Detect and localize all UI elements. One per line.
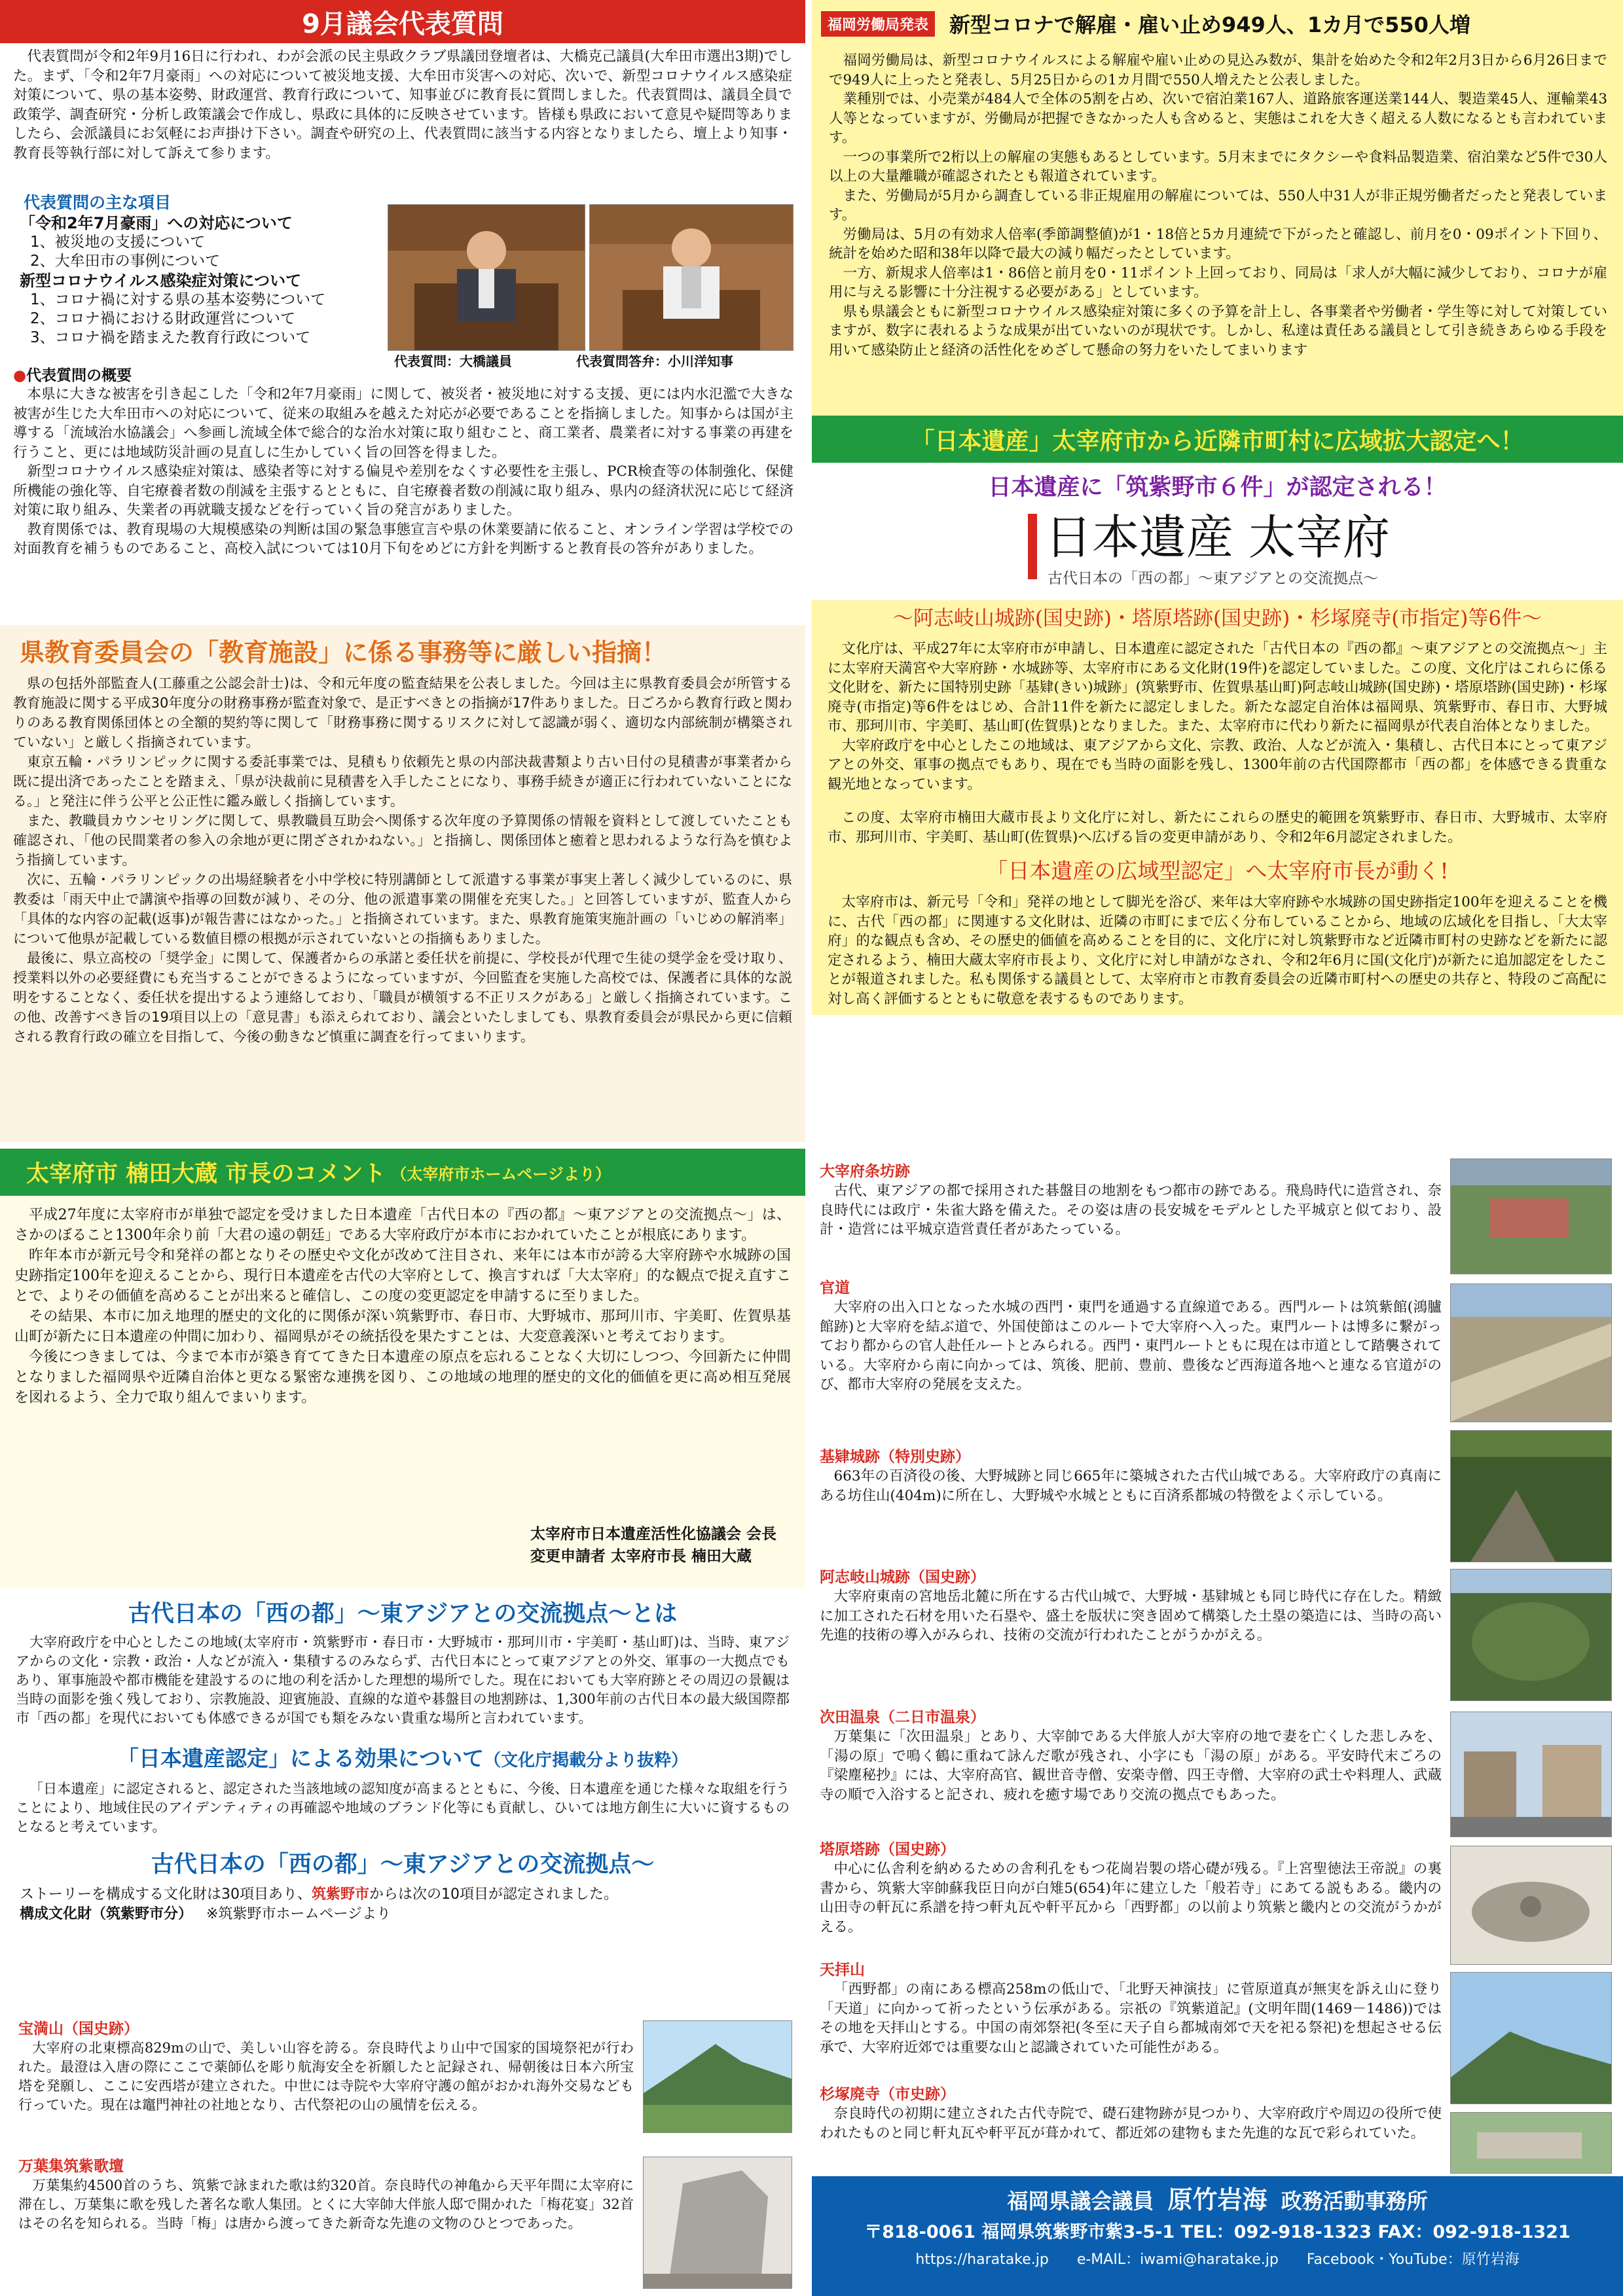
- effect-title-note: （文化庁掲載分より抜粋）: [484, 1751, 689, 1770]
- photo-caption-1: 代表質問：大橋議員: [394, 353, 512, 369]
- podium-photo-graphic: [590, 205, 793, 350]
- mayor-comment-paragraph: 昨年本市が新元号令和発祥の都となりその歴史や文化が改めて注目され、来年には本市が誇る大宰府跡や水城跡の国史跡指定100年を迎えることから、現行日本遺産を古代の大宰府として、換言すれば「大太宰府」的な観点で捉え直すことで、よりその価値を高めることが出来ると確信し、この度の変更認定を申請するに至りました。: [14, 1247, 791, 1304]
- labor-bureau-section: [812, 0, 1623, 416]
- futsukaichi-onsen-photo: [1450, 1712, 1612, 1837]
- constituent-name: 宝満山（国史跡）: [18, 2020, 139, 2037]
- labor-paragraph: 一つの事業所で2桁以上の解雇の実態もあるとしています。5月末までにタクシーや食料品製造業、宿泊業など5件で30人以上の大量離職が確認されたとも報道されています。: [829, 149, 1607, 185]
- cultural-asset-name: 塔原塔跡（国史跡）: [820, 1841, 955, 1858]
- mayor-comment-paragraph: その結果、本市に加え地理的歴史的文化的に関係が深い筑紫野市、春日市、大野城市、那珂川市、宇美町、佐賀県基山町が新たに日本遺産の仲間に加わり、福岡県がその統括役を果たすことは、大変意義深いと考えております。: [14, 1308, 791, 1345]
- labor-tag: 福岡労働局発表: [821, 11, 935, 37]
- story-text: ストーリーを構成する文化財は30項目あり、筑紫野市からは次の10項目が認定されました。 構成文化財（筑紫野市分） ※筑紫野市ホームページより: [0, 1881, 805, 1924]
- question-item: 2、コロナ禍における財政運営について: [30, 310, 296, 327]
- effect-title-row: [0, 1742, 805, 1777]
- signature-line-1: 太宰府市日本遺産活性化協議会 会長: [530, 1525, 776, 1543]
- mayor-comment-title-bar: [0, 1149, 805, 1196]
- story-highlight: 筑紫野市: [312, 1886, 370, 1903]
- footer-contact-row: [812, 2247, 1623, 2273]
- office-footer: [812, 2176, 1623, 2296]
- story-title: 古代日本の「西の都」～東アジアとの交流拠点～: [151, 1851, 655, 1878]
- question-items-list: [13, 213, 380, 348]
- homan-mountain-photo: [643, 2020, 792, 2133]
- footer-name: 原竹岩海: [1167, 2185, 1267, 2214]
- labor-paragraph: 福岡労働局は、新型コロナウイルスによる解雇や雇い止めの見込み数が、集計を始めた令和2年2月3日から6月26日までで949人に上ったと発表し、5月25日からの1カ月間で550人増えたと公表しました。: [829, 52, 1607, 88]
- mountain-photo-graphic: [644, 2021, 792, 2132]
- stone-ruins-graphic: [1451, 2113, 1611, 2173]
- heritage-body: [812, 637, 1623, 1015]
- speaker-photo-ohashi: [388, 204, 585, 351]
- heritage-paragraph: 太宰府市は、新元号「令和」発祥の地として脚光を浴び、来年は大宰府跡や水城跡の国史跡指定100年を迎えることを機に、古代「西の都」に関連する文化財は、近隣の市町にまで広く分布していることから、地域の広域化を目指し、「大太宰府」的な観点も含め、その歴史的価値を高めることを目的に、文化庁に対し筑紫野市など近隣市町村の史跡などを新たに認定されるよう、楠田大蔵太宰府市長より、文化庁に対し申請がなされ、令和2年6月に国(文化庁)が新たに追加認定をしたことが報道されました。私も関係する議員として、太宰府市と市教育委員会の近隣市町村への歴史の共存と、特段のご高配に対し高く評価するとともに敬意を表するものであります。: [828, 894, 1607, 1007]
- heritage-paragraph: 文化庁は、平成27年に太宰府市が申請し、日本遺産に認定された「古代日本の『西の都』～東アジアとの交流拠点～」主に太宰府天満宮や大宰府跡・水城跡等、太宰府市にある文化財(19件)を認定していました。この度、文化庁はこれらに係る文化財を、新たに国特別史跡「基肄(きい)城跡」(筑紫野市、佐賀県基山町)阿志岐山城跡(国史跡)・塔原塔跡(国史跡)・杉塚廃寺(市指定)等6件をはじめ、合計11件を新たに認定しました。新たな認定自治体は福岡県、筑紫野市、春日市、大野城市、那珂川市、宇美町、基山町(佐賀県)となりました。また、太宰府市に代わり新たに福岡県が代表自治体となりました。: [828, 641, 1607, 734]
- heritage-subtitle: 「日本遺産の広域型認定」へ太宰府市長が動く!: [986, 858, 1449, 884]
- overview-paragraph: 新型コロナウイルス感染症対策は、感染者等に対する偏見や差別をなくす必要性を主張し、PCR検査等の体制強化、保健所機能の強化等、自宅療養者数の削減を主張するとともに、自宅療養者数の削減に取り組み、県内の経済状況に応じて経済対策に取り組み、失業者の再就職支援などを行っていく旨の発言がありました。: [13, 463, 793, 518]
- labor-paragraph: 一方、新規求人倍率は1・86倍と前月を0・11ポイント上回っており、同局は「求人が大幅に減少しており、コロナが雇用に与える影響に十分注視する必要がある」としています。: [829, 264, 1607, 300]
- cultural-asset-text: 大宰府の出入口となった水城の西門・東門を通過する直線道である。西門ルートは筑紫館(鴻臚館跡)と大宰府を結ぶ道で、外国使節はこのルートで大宰府へ入った。東門ルートは博多に繋がっており都からの官人赴任ルートとみられる。西門・東門ルートともに現在は市道として踏襲されている。大宰府から南に向かっては、筑後、肥前、豊前、豊後など西海道各地へと連なる官道がのび、都市大宰府の発展を支えた。: [820, 1299, 1442, 1393]
- footer-title-row: [812, 2183, 1623, 2218]
- ashikiyama-castle-photo: [1450, 1569, 1612, 1701]
- education-paragraph: また、教職員カウンセリングに関して、県教職員互助会へ関係する次年度の予算関係の情報を資料として渡していたことも確認され、「他の民間業者の参入の余地が更に閉ざされかねない。」と指摘し、関係団体と癒着と思われるような行為を慎むよう指摘しています。: [13, 813, 792, 868]
- podium-photo-graphic: [388, 205, 585, 350]
- constituent-text: 万葉集約4500首のうち、筑紫で詠まれた歌は約320首。奈良時代の神亀から天平年間に太宰府に滞在し、万葉集に歌を残した著名な歌人集団。とくに大宰帥大伴旅人邸で開かれた「梅花宴」32首はその名を知られる。当時「梅」は唐から渡ってきた新奇な先進の文物のひとつであった。: [18, 2178, 634, 2231]
- constituent-name: 万葉集筑紫歌壇: [18, 2158, 124, 2175]
- footer-title-1: 福岡県議会議員: [1007, 2189, 1154, 2214]
- question-item: 新型コロナウイルス感染症対策について: [20, 272, 302, 290]
- labor-paragraph: 県も県議会ともに新型コロナウイルス感染症対策に多くの予算を計上し、各事業者や労働者・学生等に対して対策していますが、数字に表れるような成果が出ていないのが現状です。しかし、私達は責任ある議員として引き続きあらゆる手段を用いて感染防止と経済の活性化をめざして懸命の努力をいたしてまいります: [829, 303, 1607, 359]
- mayor-signature: [530, 1523, 776, 1568]
- question-overview-title: ●代表質問の概要: [13, 367, 132, 384]
- footer-title-2: 政務活動事務所: [1281, 2189, 1428, 2214]
- footer-mail[interactable]: e-MAIL：iwami@haratake.jp: [1076, 2251, 1279, 2268]
- labor-paragraph: 労働局は、5月の有効求人倍率(季節調整値)が1・18倍と5カ月連続で下がったと確認し、前月を0・09ポイント下回り、統計を始めた昭和38年以降で最大の減り幅だったとしています。: [829, 226, 1607, 262]
- question-items-title: 代表質問の主な項目: [24, 193, 172, 212]
- stone-base-graphic: [1451, 1846, 1611, 1964]
- question-item: 2、大牟田市の事例について: [30, 253, 221, 270]
- constituent-item: [18, 2019, 634, 2115]
- heritage-paragraph: この度、太宰府市楠田大蔵市長より文化庁に対し、新たにこれらの歴史的範囲を筑紫野市、春日市、大野城市、太宰府市、那珂川市、宇美町、基山町(佐賀県)へ広げる旨の変更申請があり、令和2年6月認定されました。: [828, 810, 1607, 846]
- cultural-asset-text: 万葉集に「次田温泉」とあり、大宰帥である大伴旅人が大宰府の地で妻を亡くした悲しみを、「湯の原」で鳴く鶴に重ねて詠んだ歌が残され、小字にも「湯の原」がある。平安時代末ごろの『梁塵秘抄』には、大宰府高官、観世音寺僧、安楽寺僧、四王寺僧、大宰府の武士や料理人、武蔵寺の順で入浴すると記され、疲れを癒す場であり交流の拠点でもあった。: [820, 1729, 1442, 1803]
- cultural-asset-name: 阿志岐山城跡（国史跡）: [820, 1569, 985, 1586]
- labor-paragraph: 業種別では、小売業が484人で全体の5割を占め、次いで宿泊業167人、道路旅客運送業144人、製造業45人、運輸業43人等となっていますが、労働局が把握できなかった人も含めると、実態はこれを大きく超える人数になるとも言われています。: [829, 91, 1607, 146]
- stone-monument-graphic: [644, 2157, 792, 2288]
- labor-title: 新型コロナで解雇・雇い止め949人、1カ月で550人増: [949, 12, 1470, 37]
- photo-caption-2: 代表質問答弁：小川洋知事: [576, 353, 733, 369]
- mountain-sky-graphic: [1451, 1973, 1611, 2104]
- constituent-title: 構成文化財（筑紫野市分）: [20, 1906, 193, 1922]
- tonoharu-pagoda-photo: [1450, 1846, 1612, 1965]
- education-audit-title: 県教育委員会の「教育施設」に係る事務等に厳しい指摘！: [20, 638, 667, 667]
- cultural-asset-text: 奈良時代の初期に建立された古代寺院で、礎石建物跡が見つかり、大宰府政庁や周辺の役所で使われたものと同じ軒丸瓦や軒平瓦が葺かれて、都近郊の建物もまた先進的な瓦で彩られていた。: [820, 2106, 1442, 2142]
- heritage-paragraph: 大宰府政庁を中心としたこの地域は、東アジアから文化、宗教、政治、人などが流入・集積し、古代日本にとって東アジアとの外交、軍事の拠点でもあり、現在でも当時の面影を残し、1300年前の古代国際都市「西の都」を体感できる貴重な観光地となっています。: [828, 737, 1607, 793]
- mayor-comment-section: [0, 1149, 805, 1587]
- kii-castle-photo: [1450, 1430, 1612, 1562]
- question-title: 9月議会代表質問: [302, 9, 503, 39]
- street-photo-graphic: [1451, 1712, 1611, 1837]
- cultural-asset-text: 大宰府東南の宮地岳北麓に所在する古代山城で、大野城・基肄城とも同じ時代に存在した。精緻に加工された石材を用いた石塁や、盛土を版状に突き固めて構築した土塁の築造には、当時の高い先進的技術の導入がみられ、技術の交流が行われたことがうかがえる。: [820, 1588, 1442, 1643]
- question-item: 3、コロナ禍を踏まえた教育行政について: [30, 329, 311, 346]
- labor-paragraph: また、労働局が5月から調査している非正規雇用の解雇については、550人中31人が非正規労働者だったと発表しています。: [829, 187, 1607, 223]
- heritage-big-subtitle: 古代日本の「西の都」～東アジアとの交流拠点～: [1048, 570, 1379, 587]
- mayor-comment-title-note: （太宰府市ホームページより）: [391, 1164, 611, 1183]
- kando-road-photo: [1450, 1283, 1612, 1422]
- heritage-big-title: 日本遺産 太宰府: [1045, 510, 1390, 565]
- mayor-comment-paragraph: 平成27年度に太宰府市が単独で認定を受けました日本遺産「古代日本の『西の都』～東アジアとの交流拠点～」は、さかのぼること1300年余り前「大君の遠の朝廷」である大宰府政庁が本市におかれていたことが根底にあります。: [14, 1207, 791, 1244]
- labor-body: [812, 47, 1623, 360]
- cultural-asset-name: 基肄城跡（特別史跡）: [820, 1448, 970, 1465]
- cultural-asset-text: 古代、東アジアの都で採用された碁盤目の地割をもつ都市の跡である。飛鳥時代に造営され、奈良時代には政庁・朱雀大路を備えた。その姿は唐の長安城をモデルとした平城京と似ており、設計・造営には平城京造営責任者があたっている。: [820, 1183, 1442, 1238]
- nishi-title: 古代日本の「西の都」～東アジアとの交流拠点～とは: [128, 1600, 678, 1627]
- constituent-text: 大宰府の北東標高829mの山で、美しい山容を誇る。奈良時代より山中で国家的国境祭祀が行われた。最澄は入唐の際にここで薬師仏を彫り航海安全を祈願したと記録され、帰朝後は日本六所宝塔を発願し、ここに安西塔が建立された。中世には寺院や大宰府守護の館がおかれ海外交易なども行っていた。現在は竈門神社の社地となり、古代祭祀の山の風情を伝える。: [18, 2040, 634, 2113]
- heritage-logo-bar: [1028, 514, 1037, 579]
- question-title-bar: [0, 0, 805, 43]
- nishi-paragraph: 大宰府政庁を中心としたこの地域(太宰府市・筑紫野市・春日市・大野城市・那珂川市・宇美町・基山町)は、当時、東アジアからの文化・宗教・政治・人などが流入・集積するのみならず、古代日本にとって東アジアとの外交、軍事の一大拠点でもあり、軍事施設や都市機能を建設するのに地の利を活かした理想的場所でした。現在においても大宰府跡とその周辺の景観は当時の面影を強く残しており、宗教施設、迎賓施設、直線的な道や碁盤目の地割跡は、1,300年前の古代日本の最大級国際都市「西の都」を現代においても体感できるが国でも類をみない貴重な場所と言われています。: [16, 1634, 790, 1726]
- mayor-comment-paragraph: 今後につきましては、今まで本市が築き育ててきた日本遺産の原点を忘れることなく大切にしつつ、今回新たに仲間となりました福岡県や近隣自治体と更なる緊密な連携を図り、この地域の地理的歴史的文化的価値を更に高め相互発展を図れるよう、全力で取り組んでまいります。: [14, 1349, 791, 1406]
- forest-photo-graphic: [1451, 1431, 1611, 1562]
- sugizuka-temple-photo: [1450, 2112, 1612, 2174]
- japan-heritage-section: [812, 416, 1623, 1136]
- overview-paragraph: 教育関係では、教育現場の大規模感染の判断は国の緊急事態宣言や県の休業要請に依ること、オンライン学習は学校での対面教育を補うものであること、高校入試については10月下旬をめどに方針を判断すると教育長の答弁がありました。: [13, 521, 793, 557]
- heritage-banner-text: 「日本遺産」太宰府市から近隣市町村に広域拡大認定へ！: [911, 427, 1524, 455]
- overview-paragraph: 本県に大きな被害を引き起こした「令和2年7月豪雨」に関して、被災者・被災地に対する支援、更には内水氾濫で大きな被害が生じた大牟田市への対応について、従来の取組みを越えた対応が必要であることを指摘しました。知事からは国が主導する「流域治水協議会」へ参画し流域全体で総合的な治水対策に取り組むこと、商工業者、農業者に対する事業の再建を行うこと、更には地域防災計画の見直しに生かしていく旨の回答を得ました。: [13, 386, 793, 461]
- cultural-assets-section: [812, 1142, 1623, 2176]
- constituent-item: [18, 2157, 634, 2233]
- signature-line-2: 変更申請者 太宰府市長 楠田大蔵: [530, 1547, 752, 1565]
- cultural-asset-text: 中心に仏舎利を納めるための舎利孔をもつ花崗岩製の塔心礎が残る。『上宮聖徳法王帝説』の裏書から、筑紫大宰帥蘇我臣日向が白雉5(654)年に建立した「般若寺」にあてる説もある。畿内の山田寺の軒瓦に系譜を持つ軒丸瓦や軒平瓦から「西野都」の以前より筑紫と畿内との交流がうかがえる。: [820, 1861, 1442, 1935]
- education-audit-body: [0, 673, 805, 1047]
- cultural-asset-name: 次田温泉（二日市温泉）: [820, 1709, 985, 1726]
- cultural-asset-name: 天拝山: [820, 1962, 865, 1979]
- footer-sns[interactable]: Facebook・YouTube：原竹岩海: [1306, 2251, 1520, 2268]
- manyo-monument-photo: [643, 2157, 792, 2289]
- question-item: 1、コロナ禍に対する県の基本姿勢について: [30, 291, 326, 308]
- jobo-ruins-photo: [1450, 1158, 1612, 1274]
- heritage-sites-list: ～阿志岐山城跡(国史跡)・塔原塔跡(国史跡)・杉塚廃寺(市指定)等6件～: [812, 600, 1623, 637]
- education-paragraph: 最後に、県立高校の「奨学金」に関して、保護者からの承諾と委任状を前提に、学校長が代理で生徒の奨学金を受け取り、授業料以外の必要経費にも充当することができるようになっていますが、今回監査を実施した高校では、保護者に具体的な説明をすることなく、委任状を提出するよう連絡しており、「職員が横領する不正リスクがある」と厳しく指摘されています。この他、改善すべき旨の19項目以上の「意見書」も添えられており、議会といたしましても、県教育委員会が県民から更に信頼される教育行政の確立を目指して、今後の動きなど慎重に調査を行ってまいります。: [13, 950, 792, 1045]
- constituent-note: ※筑紫野市ホームページより: [206, 1906, 392, 1922]
- question-items-box: [13, 192, 380, 348]
- education-audit-section: [0, 625, 805, 1142]
- aerial-photo-graphic: [1451, 1159, 1611, 1274]
- education-paragraph: 東京五輪・パラリンピックに関する委託事業では、見積もり依頼先と県の内部決裁書類より古い日付の見積書が事業者から既に提出済であったことを踏まえ、「県が決裁前に見積書を入手したことになり、事務手続きが適正に行われていないことになる。」と発注に伴う公平と公正性に鑑み厳しく指摘しています。: [13, 754, 792, 809]
- mayor-comment-body: [0, 1196, 805, 1408]
- question-intro: 代表質問が令和2年9月16日に行われ、わが会派の民主県政クラブ県議団登壇者は、大橋克己議員(大牟田市選出3期)でした。まず、「令和2年7月豪雨」への対応について被災地支援、大牟田市災害への対応、次いで、新型コロナウイルス感染症対策について、県の基本姿勢、財政運営、教育行政について、知事並びに教育長に質問しました。代表質問は、議員全員で政策学、調査研究・分析し政策議会で作成し、県政に具体的に反映させています。皆様も県政において意見や疑問等ありましたら、会派議員にお気軽にお声掛け下さい。調査や研究の上、代表質問に該当する内容となりましたら、壇上より知事・教育長等執行部に対して訴えて参ります。: [13, 48, 792, 162]
- cultural-asset-name: 大宰府条坊跡: [820, 1163, 910, 1180]
- speaker-photo-governor: [589, 204, 793, 351]
- cultural-asset-name: 杉塚廃寺（市史跡）: [820, 2086, 955, 2103]
- question-section: [0, 0, 805, 619]
- labor-title-bar: [812, 0, 1623, 47]
- cultural-asset-text: 663年の百済役の後、大野城跡と同じ665年に築城された古代山城である。大宰府政庁の真南にある坊住山(404m)に所在し、大野城や水城とともに百済系都城の特徴をよく示している。: [820, 1468, 1442, 1504]
- question-item: 「令和2年7月豪雨」への対応について: [20, 214, 293, 232]
- question-overview: [13, 367, 793, 559]
- heritage-logo-block: [1028, 510, 1623, 588]
- nishi-no-miyako-section: [0, 1587, 805, 2296]
- education-paragraph: 県の包括外部監査人(工藤重之公認会計士)は、令和元年度の監査結果を公表しました。今回は主に県教育委員会が所管する教育施設に関する平成30年度分の財務事務が監査対象で、是正すべきとの指摘が17件ありました。日ごろから教育行政と関わりのある教育関係団体との全額的契約等に関して「財務事務に関するリスクに対して認識が弱く、適切な内部統制が構築されていない」と厳しく指摘されています。: [13, 675, 792, 750]
- road-photo-graphic: [1451, 1284, 1611, 1422]
- cultural-asset-name: 官道: [820, 1280, 850, 1297]
- effect-title: 「日本遺産認定」による効果について: [117, 1746, 484, 1771]
- constituent-title-row: [20, 1905, 786, 1924]
- footer-address: 〒818-0061 福岡県筑紫野市紫3-5-1 TEL：092-918-1323 FAX：092-918-1321: [864, 2222, 1571, 2242]
- heritage-headline: 日本遺産に「筑紫野市６件」が認定される！: [988, 475, 1447, 501]
- effect-paragraph: 「日本遺産」に認定されると、認定された当該地域の認知度が高まるとともに、今後、日本遺産を通じた様々な取組を行うことにより、地域住民のアイデンティティの再確認や地域のブランド化等にも貢献し、ひいては地方創生に大いに資するものとなると考えています。: [16, 1781, 790, 1835]
- cultural-asset-text: 「西野都」の南にある標高258mの低山で、「北野天神演技」に菅原道真が無実を訴え山に登り「天道」に向かって祈ったという伝承がある。宗祇の『筑紫道記』(文明年間(1469－1486))ではその地を天拝山とする。中国の南郊祭祀(冬至に天子自ら都城南郊で天を祀る祭祀)を想起させる伝承で、大宰府近郊では重要な山と認識されていた可能性がある。: [820, 1981, 1442, 2056]
- education-paragraph: 次に、五輪・パラリンピックの出場経験者を小中学校に特別講師として派遣する事業が事実上著しく減少しているのに、県教委は「雨天中止で講演や指導の回数が減り、その分、他の派遣事業の開催を充実した。」と回答していますが、監査人から「具体的な内容の記載(返事)が報告書にはなかった。」と指摘されています。また、県教育施策実施計画の「いじめの解消率」について他県が記載している数値目標の根拠が示されていないとの指摘もありました。: [13, 872, 792, 946]
- bullet-icon: ●: [13, 367, 27, 384]
- heritage-banner: [812, 416, 1623, 463]
- footer-url[interactable]: https://haratake.jp: [915, 2251, 1049, 2268]
- question-item: 1、被災地の支援について: [30, 234, 206, 251]
- mayor-comment-title: 太宰府市 楠田大蔵 市長のコメント: [26, 1161, 386, 1187]
- aerial-mountain-graphic: [1451, 1570, 1611, 1700]
